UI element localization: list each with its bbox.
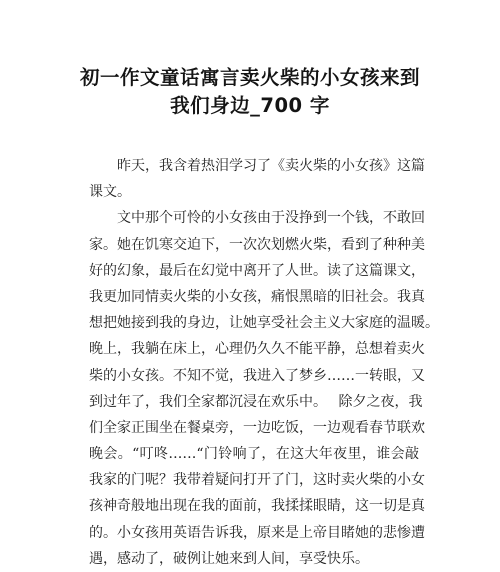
body-line: 到过年了，我们全家都沉浸在欢乐中。 除夕之夜，我 [89, 393, 423, 410]
article-body [89, 153, 439, 572]
body-line: 想把她接到我的身边，让她享受社会主义大家庭的温暖。 [89, 315, 439, 332]
body-line: 我家的门呢？我带着疑问打开了门，这时卖火柴的小女 [89, 472, 425, 489]
body-line: 晚上，我躺在床上，心理仍久久不能平静，总想着卖火 [89, 341, 425, 358]
body-line: 课文。 [89, 184, 131, 201]
body-line: 的。小女孩用英语告诉我，原来是上帝目睹她的悲惨遭 [89, 524, 425, 541]
title-line-1: 初一作文童话寓言卖火柴的小女孩来到 [79, 66, 420, 89]
body-line: 孩神奇般地出现在我的面前，我揉揉眼睛，这一切是真 [89, 498, 425, 515]
body-line: 晚会。“叮咚……“门铃响了，在这大年夜里，谁会敲 [89, 446, 419, 463]
body-line: 家。她在饥寒交迫下，一次次划燃火柴，看到了种种美 [89, 236, 425, 253]
body-line: 文中那个可怜的小女孩由于没挣到一个钱，不敢回 [117, 210, 425, 227]
body-line: 我更加同情卖火柴的小女孩，痛恨黑暗的旧社会。我真 [89, 288, 425, 305]
body-line: 昨天，我含着热泪学习了《卖火柴的小女孩》这篇 [117, 158, 425, 174]
title-line-2: 我们身边_700 字 [170, 94, 330, 117]
body-line: 们全家正围坐在餐桌旁，一边吃饭，一边观看春节联欢 [89, 419, 425, 436]
body-line: 柴的小女孩。不知不觉，我进入了梦乡……一转眼，又 [89, 367, 425, 384]
body-line: 好的幻象，最后在幻觉中离开了人世。读了这篇课文， [89, 262, 425, 279]
body-line: 遇，感动了，破例让她来到人间，享受快乐。 [89, 550, 369, 567]
article-title [40, 64, 460, 120]
